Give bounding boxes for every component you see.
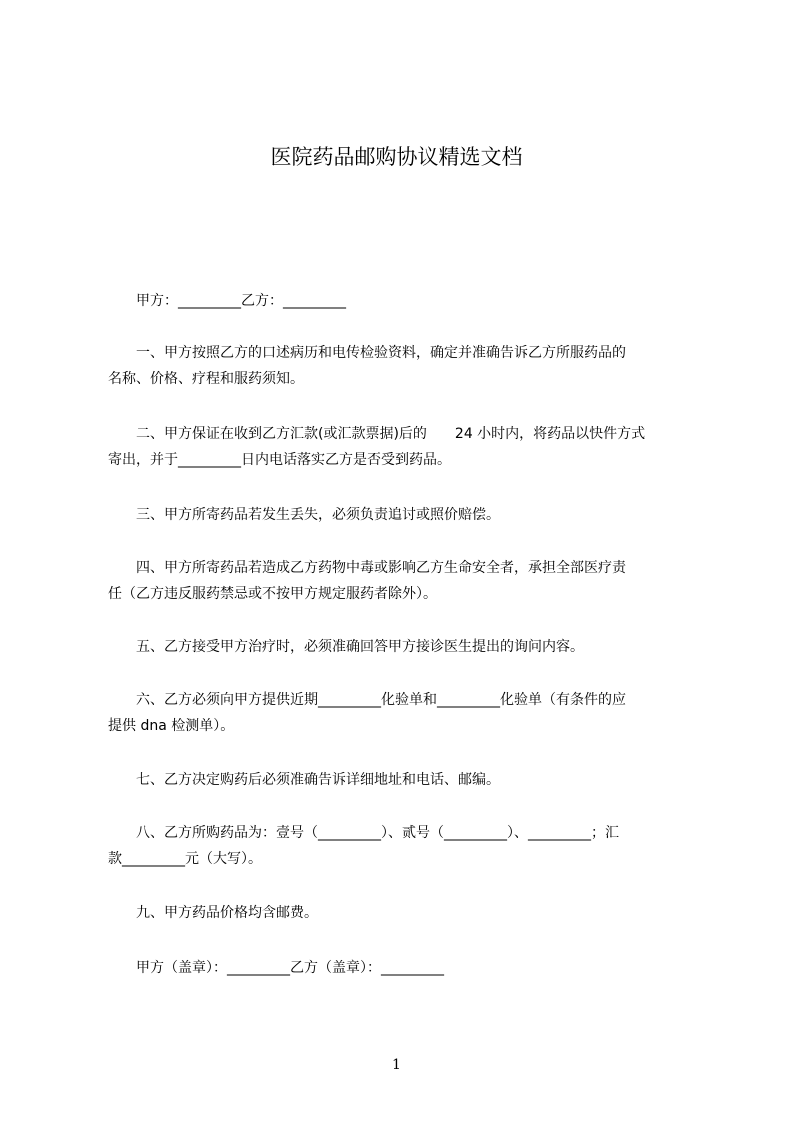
clause-line: 三、甲方所寄药品若发生丢失，必须负责追讨或照价赔偿。: [136, 507, 500, 523]
clause-line: 一、甲方按照乙方的口述病历和电传检验资料，确定并准确告诉乙方所服药品的: [136, 345, 626, 361]
parties-text: 甲方：_________乙方：_________: [136, 293, 346, 309]
clause-line: 寄出，并于_________日内电话落实乙方是否受到药品。: [108, 452, 451, 468]
clause-line: 六、乙方必须向甲方提供近期_________化验单和_________化验单（有条件的应: [136, 692, 626, 708]
clause-line: 二、甲方保证在收到乙方汇款(或汇款票据)后的 24 小时内，将药品以快件方式: [136, 426, 646, 442]
clause-line: 九、甲方药品价格均含邮费。: [136, 905, 318, 921]
clause-9: [108, 900, 708, 926]
clause-line: 款_________元（大写）。: [108, 851, 262, 867]
document-title: 医院药品邮购协议精选文档: [270, 145, 523, 169]
clause-line: 名称、价格、疗程和服药须知。: [108, 371, 304, 387]
clause-line: 任（乙方违反服药禁忌或不按甲方规定服药者除外）。: [108, 586, 437, 602]
page-number: 1: [392, 1057, 401, 1073]
signature-text: 甲方（盖章）：_________乙方（盖章）：_________: [136, 960, 444, 976]
clause-4: [108, 555, 708, 607]
parties-line: [108, 288, 708, 314]
signature-line: [108, 955, 708, 981]
clause-6: [108, 687, 708, 739]
clause-8: [108, 820, 708, 872]
clause-line: 提供 dna 检测单）。: [108, 718, 235, 734]
clause-line: 八、乙方所购药品为：壹号（_________）、贰号（_________）、_________；汇: [136, 825, 619, 841]
clause-1: [108, 340, 708, 392]
clause-3: [108, 502, 708, 528]
clause-7: [108, 767, 708, 793]
clause-line: 七、乙方决定购药后必须准确告诉详细地址和电话、邮编。: [136, 772, 500, 788]
clause-5: [108, 634, 708, 660]
clause-line: 五、乙方接受甲方治疗时，必须准确回答甲方接诊医生提出的询问内容。: [136, 639, 584, 655]
clause-2: [108, 421, 708, 473]
clause-line: 四、甲方所寄药品若造成乙方药物中毒或影响乙方生命安全者，承担全部医疗责: [136, 560, 626, 576]
